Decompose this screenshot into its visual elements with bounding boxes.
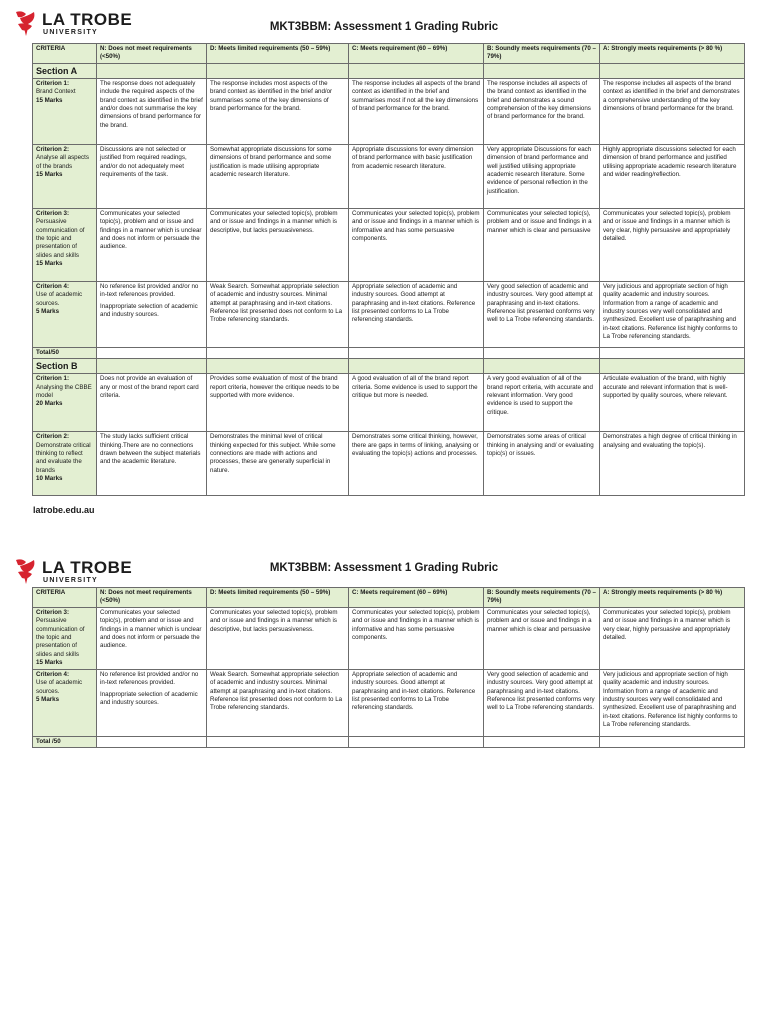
table-row — [33, 432, 745, 496]
rubric-cell-n: Does not provide an evaluation of any or most of the brand report card criteria. — [97, 374, 207, 432]
criterion-cell: Criterion 1: Brand Context 15 Marks — [33, 78, 97, 144]
rubric-cell-n: The study lacks sufficient critical thinking.There are no connections drawn between the subject materials and the academic literature. — [97, 432, 207, 496]
rubric-cell-d: Weak Search. Somewhat appropriate selection of academic and industry sources. Minimal attempt at paraphrasing and in-text citations. Reference list presented does not conform to La Trobe referencing standards. — [207, 669, 349, 736]
table-row — [33, 669, 745, 736]
rubric-cell-c: The response includes all aspects of the brand context as identified in the brief and summarises most if not all the key dimensions of brand performance for the brand. — [349, 78, 484, 144]
header-d: D: Meets limited requirements (50 – 59%) — [207, 588, 349, 608]
brand-name: LA TROBE — [42, 10, 133, 29]
rubric-cell-b: A very good evaluation of all of the brand report criteria, with accurate and relevant information. Very good evidence is used to support the critique. — [484, 374, 600, 432]
rubric-table — [32, 587, 745, 748]
rubric-cell-a: Communicates your selected topic(s), problem and or issue and findings in a manner which is very clear, highly persuasive and appropriately detailed. — [600, 208, 745, 281]
criterion-cell: Criterion 3: Persuasive communication of the topic and presentation of slides and skills 15 Marks — [33, 607, 97, 669]
rubric-cell-b: Very good selection of academic and industry sources. Very good attempt at paraphrasing and in-text citations. Reference list presented conforms very well to La Trobe referencing standards. — [484, 281, 600, 347]
rubric-cell-n: Communicates your selected topic(s), problem and or issue and findings in a manner which is unclear and does not inform or persuade the audience. — [97, 208, 207, 281]
table-row — [33, 374, 745, 432]
header-c: C: Meets requirement (60 – 69%) — [349, 44, 484, 64]
criterion-cell: Criterion 3: Persuasive communication of the topic and presentation of slides and skills 15 Marks — [33, 208, 97, 281]
rubric-cell-n: No reference list provided and/or no in-text references provided. Inappropriate selection of academic and industry sources. — [97, 281, 207, 347]
rubric-cell-b: Communicates your selected topic(s), problem and or issue and findings in a manner which is clear and persuasive — [484, 208, 600, 281]
rubric-cell-b: Very good selection of academic and industry sources. Very good attempt at paraphrasing and in-text citations. Reference list presented conforms very well to La Trobe referencing standards. — [484, 669, 600, 736]
header-row — [33, 44, 745, 64]
rubric-cell-b: Very appropriate Discussions for each dimension of brand performance and well justified utilising appropriate academic research literature. Some evidence of personal reflection in the justification. — [484, 144, 600, 208]
rubric-cell-b: The response includes all aspects of the brand context as identified in the brief and demonstrates a sound comprehension of the key dimensions of brand performance for the brand. — [484, 78, 600, 144]
total-label: Total /50 — [33, 736, 97, 747]
rubric-cell-c: Appropriate selection of academic and industry sources. Good attempt at paraphrasing and in-text citations. Reference list presented conforms to La Trobe referencing standards. — [349, 669, 484, 736]
rubric-cell-c: Communicates your selected topic(s), problem and or issue and findings in a manner which is informative and has some persuasive components. — [349, 607, 484, 669]
total-row — [33, 347, 745, 358]
header-c: C: Meets requirement (60 – 69%) — [349, 588, 484, 608]
criterion-cell: Criterion 4: Use of academic sources. 5 Marks — [33, 669, 97, 736]
header-row — [33, 588, 745, 608]
rubric-cell-a: Articulate evaluation of the brand, with highly accurate and relevant information that is well-supported by quality sources, where relevant. — [600, 374, 745, 432]
footer-url: latrobe.edu.au — [33, 505, 95, 515]
rubric-cell-c: Demonstrates some critical thinking, however, there are gaps in terms of linking, analysing or evaluating the topic(s) actions and processes. — [349, 432, 484, 496]
section-a-row — [33, 63, 745, 78]
rubric-cell-c: Communicates your selected topic(s), problem and or issue and findings in a manner which is informative and has some persuasive components. — [349, 208, 484, 281]
brand-sub: UNIVERSITY — [43, 577, 99, 584]
rubric-cell-a: Communicates your selected topic(s), problem and or issue and findings in a manner which is very clear, highly persuasive and appropriately detailed. — [600, 607, 745, 669]
header-b: B: Soundly meets requirements (70 – 79%) — [484, 588, 600, 608]
rubric-cell-n: No reference list provided and/or no in-text references provided. Inappropriate selection of academic and industry sources. — [97, 669, 207, 736]
rubric-table — [32, 43, 745, 496]
header-d: D: Meets limited requirements (50 – 59%) — [207, 44, 349, 64]
section-b-label: Section B — [33, 359, 97, 374]
rubric-cell-c: Appropriate discussions for every dimension of brand performance with basic justification from academic research literature. — [349, 144, 484, 208]
rubric-cell-d: Communicates your selected topic(s), problem and or issue and findings in a manner which is descriptive, but lacks persuasiveness. — [207, 208, 349, 281]
header-n: N: Does not meet requirements (<50%) — [97, 44, 207, 64]
rubric-cell-a: Highly appropriate discussions selected for each dimension of brand performance and justified utilising appropriate academic research literature and wider reading/reflection. — [600, 144, 745, 208]
rubric-cell-a: The response includes all aspects of the brand context as identified in the brief and demonstrates a comprehensive understanding of the key dimensions of brand performance for the brand. — [600, 78, 745, 144]
header-criteria: CRITERIA — [33, 588, 97, 608]
total-label: Total/50 — [33, 347, 97, 358]
table-row — [33, 144, 745, 208]
rubric-cell-b: Demonstrates some areas of critical thinking in analysing and/ or evaluating topic(s) or issues. — [484, 432, 600, 496]
rubric-cell-b: Communicates your selected topic(s), problem and or issue and findings in a manner which is clear and persuasive — [484, 607, 600, 669]
rubric-cell-a: Very judicious and appropriate section of high quality academic and industry sources. Information from a range of academic and industry sources very well consolidated and synthesized. Excellent use of paraphrashing and in-text citations. Reference list highly conforms to La Trobe referencing standards. — [600, 669, 745, 736]
page-title: MKT3BBM: Assessment 1 Grading Rubric — [269, 562, 499, 574]
section-b-row — [33, 359, 745, 374]
header-a: A: Strongly meets requirements (> 80 %) — [600, 44, 745, 64]
rubric-cell-d: Demonstrates the minimal level of critical thinking expected for this subject. While some connections are made with actions and processes, these are generally superficial in nature. — [207, 432, 349, 496]
brand-name: LA TROBE — [42, 558, 133, 577]
rubric-cell-a: Very judicious and appropriate section of high quality academic and industry sources. Information from a range of academic and industry sources very well consolidated and synthesized. Excellent use of paraphrashing and in-text citations. Reference list highly conforms to La Trobe referencing standards. — [600, 281, 745, 347]
brand-sub: UNIVERSITY — [43, 29, 99, 36]
rubric-cell-d: The response includes most aspects of the brand context as identified in the brief and/or summarises some of the key dimensions of brand performance for the brand. — [207, 78, 349, 144]
rubric-cell-d: Communicates your selected topic(s), problem and or issue and findings in a manner which is descriptive, but lacks persuasiveness. — [207, 607, 349, 669]
page-title: MKT3BBM: Assessment 1 Grading Rubric — [269, 21, 499, 33]
rubric-cell-d: Provides some evaluation of most of the brand report criteria, however the critique needs to be supported with more evidence. — [207, 374, 349, 432]
criterion-cell: Criterion 2: Analyse all aspects of the brands 15 Marks — [33, 144, 97, 208]
header-n: N: Does not meet requirements (<50%) — [97, 588, 207, 608]
rubric-cell-a: Demonstrates a high degree of critical thinking in analysing and evaluating the topic(s). — [600, 432, 745, 496]
table-row — [33, 78, 745, 144]
criterion-cell: Criterion 1: Analysing the CBBE model 20 Marks — [33, 374, 97, 432]
rubric-cell-d: Somewhat appropriate discussions for some dimensions of brand performance and some justification is made utilising appropriate academic research literature. — [207, 144, 349, 208]
header-a: A: Strongly meets requirements (> 80 %) — [600, 588, 745, 608]
criterion-cell: Criterion 4: Use of academic sources. 5 Marks — [33, 281, 97, 347]
rubric-cell-n: Communicates your selected topic(s), problem and or issue and findings in a manner which is unclear and does not inform or persuade the audience. — [97, 607, 207, 669]
header-criteria: CRITERIA — [33, 44, 97, 64]
header-b: B: Soundly meets requirements (70 – 79%) — [484, 44, 600, 64]
rubric-cell-c: A good evaluation of all of the brand report criteria. Some evidence is used to support the critique but more is needed. — [349, 374, 484, 432]
rubric-cell-d: Weak Search. Somewhat appropriate selection of academic and industry sources. Minimal attempt at paraphrasing and in-text citations. Reference list presented does not conform to La Trobe referencing standards. — [207, 281, 349, 347]
table-row — [33, 607, 745, 669]
table-row — [33, 208, 745, 281]
rubric-cell-n: Discussions are not selected or justified from required readings, and/or do not adequately meet requirements of the task. — [97, 144, 207, 208]
rubric-cell-c: Appropriate selection of academic and industry sources. Good attempt at paraphrasing and in-text citations. Reference list presented conforms to La Trobe referencing standards. — [349, 281, 484, 347]
total-row — [33, 736, 745, 747]
table-row — [33, 281, 745, 347]
section-a-label: Section A — [33, 63, 97, 78]
rubric-cell-n: The response does not adequately include the required aspects of the brand context as identified in the brief and/or does not summarise the key dimensions of brand performance for the brand. — [97, 78, 207, 144]
criterion-cell: Criterion 2: Demonstrate critical thinking to reflect and evaluate the brands 10 Marks — [33, 432, 97, 496]
